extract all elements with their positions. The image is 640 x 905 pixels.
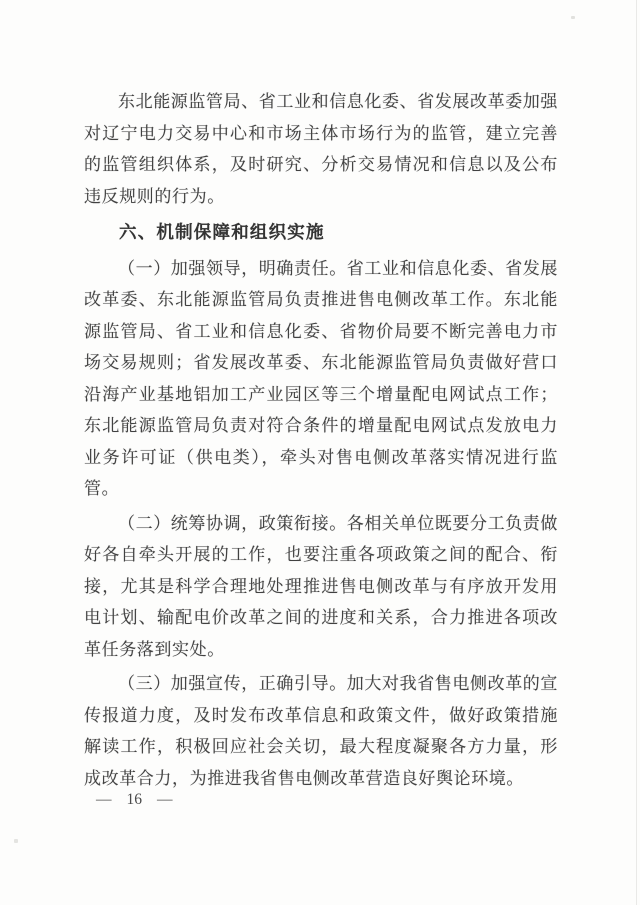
paragraph-item-two: （二）统筹协调，政策衔接。各相关单位既要分工负责做好各自牵头开展的工作，也要注重各项政策之间的配合、衔接，尤其是科学合理地处理推进售电侧改革与有序放开发用电计划、输配电价改革之间的进度和关系，合力推进各项改革任务落到实处。 [84,513,558,659]
scan-speck [14,839,18,843]
paragraph-item-three: （三）加强宣传，正确引导。加大对我省售电侧改革的宣传报道力度，及时发布改革信息和政策文件，做好政策措施解读工作，积极回应社会关切，最大程度凝聚各方力量，形成改革合力，为推进我省售电侧改革营造良好舆论环境。 [84,674,558,788]
scan-page-edge [636,0,637,905]
scan-speck [571,16,575,19]
paragraph-item-one: （一）加强领导，明确责任。省工业和信息化委、省发展改革委、东北能源监管局负责推进售电侧改革工作。东北能源监管局、省工业和信息化委、省物价局要不断完善电力市场交易规则；省发展改革委、东北能源监管局负责做好营口沿海产业基地铝加工产业园区等三个增量配电网试点工作；东北能源监管局负责对符合条件的增量配电网试点发放电力业务许可证（供电类），牵头对售电侧改革落实情况进行监管。 [84,258,558,498]
document-content [84,86,558,797]
footer-left-dash: — [96,791,112,808]
page-footer [96,791,173,809]
paragraph-supervision: 东北能源监管局、省工业和信息化委、省发展改革委加强对辽宁电力交易中心和市场主体市场行为的监管，建立完善的监管组织体系，及时研究、分析交易情况和信息以及公布违反规则的行为。 [84,92,558,206]
section-heading-six: 六、机制保障和组织实施 [119,222,325,242]
footer-right-dash: — [157,791,173,808]
page-number: 16 [126,791,142,808]
